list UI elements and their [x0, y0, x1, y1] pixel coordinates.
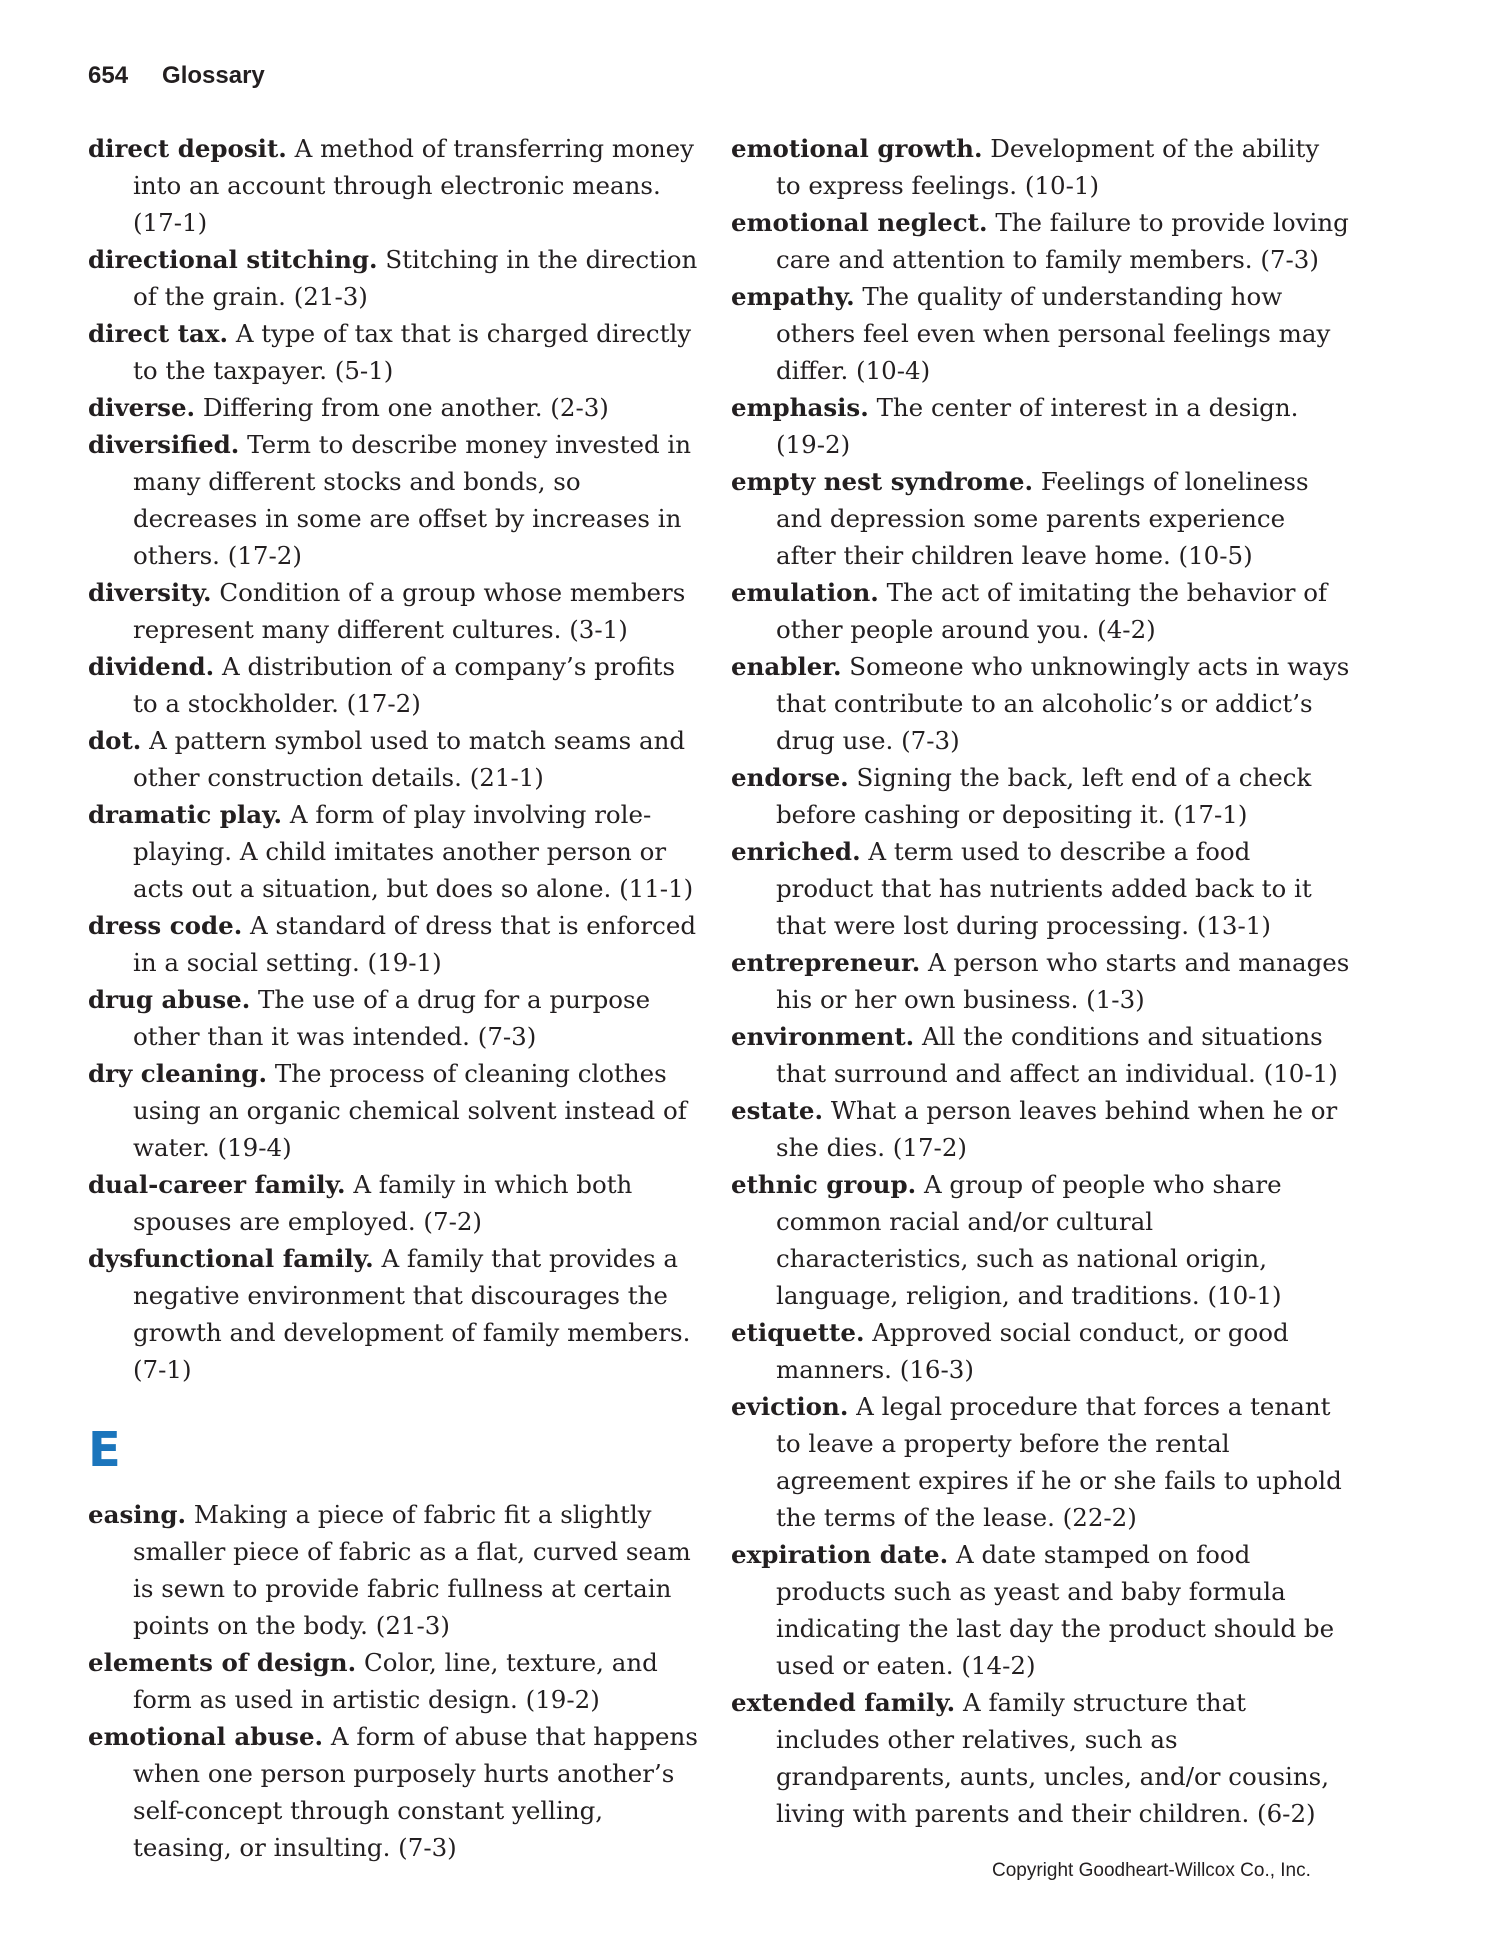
- glossary-term: directional stitching.: [88, 245, 378, 274]
- glossary-term: environment.: [731, 1022, 915, 1051]
- glossary-entry: [731, 833, 1351, 944]
- glossary-entry: [88, 1644, 698, 1718]
- glossary-entry: [731, 278, 1351, 389]
- glossary-entry: [731, 1684, 1351, 1832]
- left-entries-after: [88, 1496, 698, 1866]
- glossary-definition: The process of cleaning clothes using an organic chemical solvent instead of water. (19-4): [133, 1059, 687, 1162]
- glossary-definition: The quality of understanding how others feel even when personal feelings may differ. (10-4): [776, 282, 1331, 385]
- section-title: Glossary: [162, 62, 265, 89]
- glossary-term: diversity.: [88, 578, 212, 607]
- glossary-entry: [88, 241, 698, 315]
- glossary-entry: [731, 1314, 1351, 1388]
- glossary-definition: What a person leaves behind when he or she dies. (17-2): [776, 1096, 1338, 1162]
- glossary-definition: Differing from one another. (2-3): [202, 393, 609, 422]
- glossary-definition: A legal procedure that forces a tenant to leave a property before the rental agreement expires if he or she fails to uphold the terms of the lease. (22-2): [776, 1392, 1342, 1532]
- glossary-definition: Someone who unknowingly acts in ways that contribute to an alcoholic’s or addict’s drug use. (7-3): [776, 652, 1350, 755]
- glossary-entry: [731, 130, 1351, 204]
- glossary-definition: A family that provides a negative environment that discourages the growth and development of family members. (7-1): [133, 1244, 691, 1384]
- glossary-entry: [88, 315, 698, 389]
- glossary-entry: [731, 648, 1351, 759]
- glossary-entry: [731, 1092, 1351, 1166]
- glossary-term: dress code.: [88, 911, 243, 940]
- glossary-definition: A date stamped on food products such as yeast and baby formula indicating the last day the product should be used or eaten. (14-2): [776, 1540, 1335, 1680]
- right-column: [731, 130, 1351, 1832]
- glossary-definition: Feelings of loneliness and depression some parents experience after their children leave home. (10-5): [776, 467, 1309, 570]
- glossary-term: elements of design.: [88, 1648, 357, 1677]
- glossary-term: ethnic group.: [731, 1170, 917, 1199]
- glossary-entry: [731, 1536, 1351, 1684]
- glossary-definition: A term used to describe a food product that has nutrients added back to it that were lost during processing. (13-1): [776, 837, 1312, 940]
- glossary-entry: [731, 944, 1351, 1018]
- glossary-entry: [88, 1240, 698, 1388]
- glossary-definition: A form of abuse that happens when one person purposely hurts another’s self-concept through constant yelling, teasing, or insulting. (7-3): [133, 1722, 698, 1862]
- glossary-definition: The center of interest in a design. (19-2): [776, 393, 1299, 459]
- glossary-term: emotional abuse.: [88, 1722, 324, 1751]
- glossary-definition: A method of transferring money into an account through electronic means. (17-1): [133, 134, 694, 237]
- glossary-definition: A person who starts and manages his or her own business. (1-3): [776, 948, 1350, 1014]
- glossary-term: enabler.: [731, 652, 842, 681]
- glossary-definition: Making a piece of fabric fit a slightly smaller piece of fabric as a flat, curved seam is sewn to provide fabric fullness at certain points on the body. (21-3): [133, 1500, 691, 1640]
- glossary-term: dry cleaning.: [88, 1059, 268, 1088]
- glossary-term: entrepreneur.: [731, 948, 921, 977]
- glossary-term: enriched.: [731, 837, 861, 866]
- glossary-entry: [88, 722, 698, 796]
- glossary-definition: Term to describe money invested in many different stocks and bonds, so decreases in some are offset by increases in others. (17-2): [133, 430, 692, 570]
- glossary-entry: [88, 1166, 698, 1240]
- glossary-definition: A form of play involving role-playing. A child imitates another person or acts out a situation, but does so alone. (11-1): [133, 800, 694, 903]
- glossary-definition: All the conditions and situations that surround and affect an individual. (10-1): [776, 1022, 1338, 1088]
- glossary-term: empty nest syndrome.: [731, 467, 1034, 496]
- glossary-entry: [731, 204, 1351, 278]
- glossary-definition: Approved social conduct, or good manners. (16-3): [776, 1318, 1289, 1384]
- glossary-definition: The failure to provide loving care and attention to family members. (7-3): [776, 208, 1349, 274]
- glossary-term: extended family.: [731, 1688, 956, 1717]
- glossary-entry: [88, 981, 698, 1055]
- glossary-term: emulation.: [731, 578, 879, 607]
- section-letter-e: E: [88, 1422, 121, 1478]
- copyright-footer: Copyright Goodheart-Willcox Co., Inc.: [992, 1860, 1311, 1881]
- glossary-definition: A family in which both spouses are employed. (7-2): [133, 1170, 633, 1236]
- glossary-term: endorse.: [731, 763, 849, 792]
- glossary-definition: Development of the ability to express feelings. (10-1): [776, 134, 1320, 200]
- glossary-entry: [88, 426, 698, 574]
- glossary-entry: [88, 796, 698, 907]
- glossary-definition: Color, line, texture, and form as used in artistic design. (19-2): [133, 1648, 658, 1714]
- glossary-definition: A type of tax that is charged directly to the taxpayer. (5-1): [133, 319, 692, 385]
- glossary-term: emphasis.: [731, 393, 869, 422]
- glossary-entry: [731, 389, 1351, 463]
- glossary-term: dysfunctional family.: [88, 1244, 374, 1273]
- glossary-term: drug abuse.: [88, 985, 251, 1014]
- glossary-term: diversified.: [88, 430, 240, 459]
- glossary-definition: The use of a drug for a purpose other than it was intended. (7-3): [133, 985, 651, 1051]
- glossary-entry: [88, 130, 698, 241]
- glossary-definition: A family structure that includes other relatives, such as grandparents, aunts, uncles, and/or cousins, living with parents and their children. (6-2): [776, 1688, 1330, 1828]
- glossary-term: dot.: [88, 726, 142, 755]
- glossary-term: direct deposit.: [88, 134, 287, 163]
- glossary-definition: Stitching in the direction of the grain. (21-3): [133, 245, 698, 311]
- glossary-term: dividend.: [88, 652, 215, 681]
- glossary-term: empathy.: [731, 282, 855, 311]
- glossary-entry: [731, 463, 1351, 574]
- glossary-term: emotional growth.: [731, 134, 983, 163]
- glossary-entry: [731, 1166, 1351, 1314]
- glossary-definition: Condition of a group whose members represent many different cultures. (3-1): [133, 578, 686, 644]
- glossary-entry: [88, 648, 698, 722]
- glossary-term: estate.: [731, 1096, 824, 1125]
- right-entries: [731, 130, 1351, 1832]
- glossary-entry: [731, 1388, 1351, 1536]
- glossary-entry: [731, 1018, 1351, 1092]
- glossary-entry: [731, 759, 1351, 833]
- left-column: [88, 130, 698, 1866]
- glossary-term: etiquette.: [731, 1318, 865, 1347]
- glossary-entry: [88, 1055, 698, 1166]
- glossary-definition: A group of people who share common racial and/or cultural characteristics, such as national origin, language, religion, and traditions. (10-1): [776, 1170, 1282, 1310]
- glossary-entry: [88, 574, 698, 648]
- glossary-term: diverse.: [88, 393, 196, 422]
- glossary-definition: The act of imitating the behavior of other people around you. (4-2): [776, 578, 1328, 644]
- glossary-entry: [88, 1718, 698, 1866]
- glossary-term: eviction.: [731, 1392, 849, 1421]
- glossary-definition: A standard of dress that is enforced in a social setting. (19-1): [133, 911, 697, 977]
- glossary-entry: [88, 1496, 698, 1644]
- page-header: [88, 62, 265, 90]
- glossary-term: direct tax.: [88, 319, 229, 348]
- glossary-term: emotional neglect.: [731, 208, 988, 237]
- glossary-definition: A distribution of a company’s profits to a stockholder. (17-2): [133, 652, 676, 718]
- glossary-term: easing.: [88, 1500, 187, 1529]
- glossary-entry: [731, 574, 1351, 648]
- glossary-entry: [88, 907, 698, 981]
- glossary-definition: A pattern symbol used to match seams and other construction details. (21-1): [133, 726, 686, 792]
- glossary-definition: Signing the back, left end of a check before cashing or depositing it. (17-1): [776, 763, 1312, 829]
- glossary-entry: [88, 389, 698, 426]
- glossary-term: dramatic play.: [88, 800, 283, 829]
- left-entries-before: [88, 130, 698, 1388]
- page-number: 654: [88, 62, 129, 89]
- glossary-term: dual-career family.: [88, 1170, 346, 1199]
- glossary-term: expiration date.: [731, 1540, 949, 1569]
